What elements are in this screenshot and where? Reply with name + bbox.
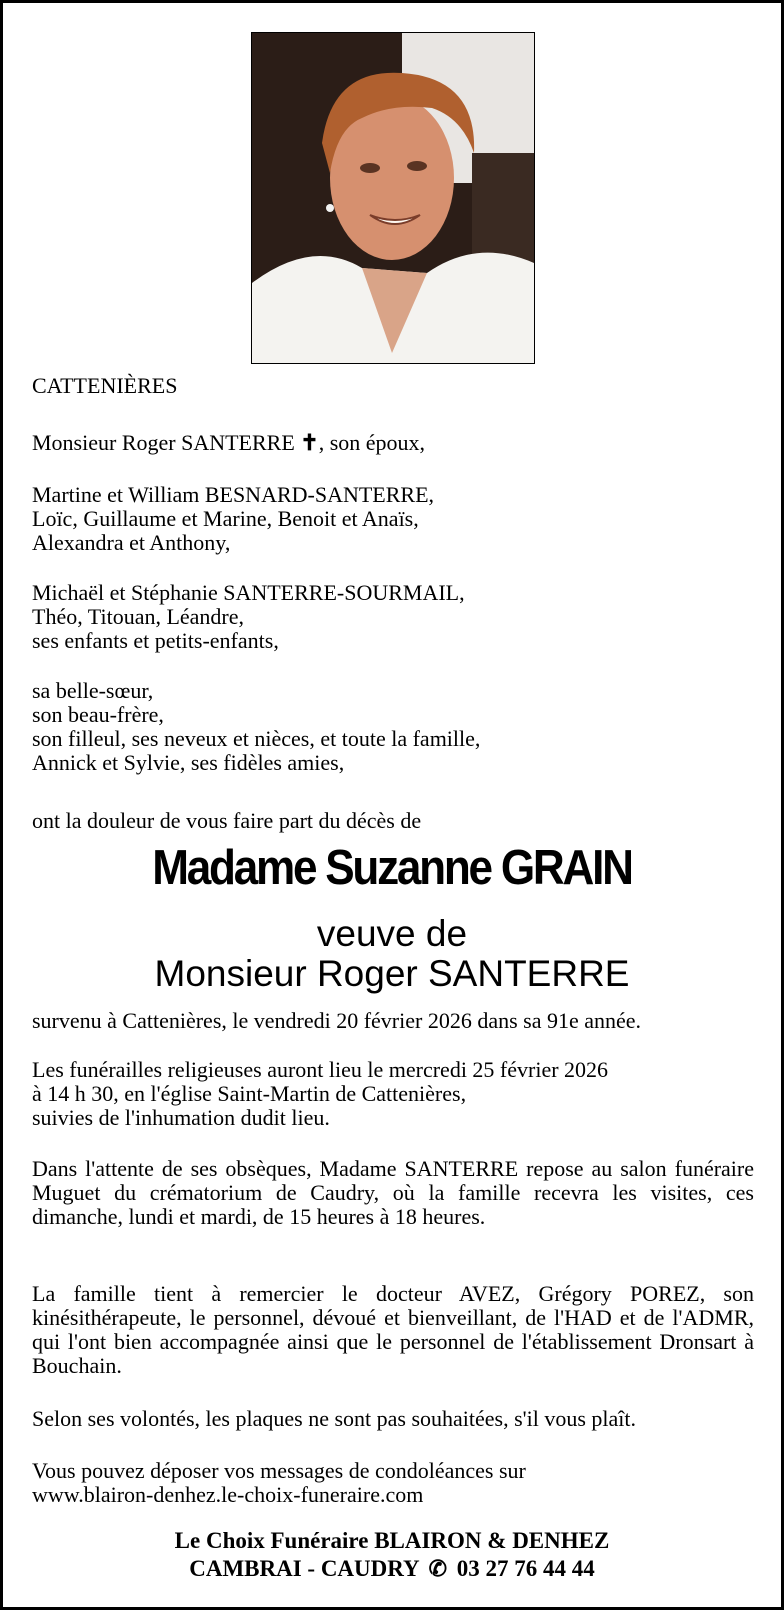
portrait-photo (251, 32, 535, 364)
family-line: Michaël et Stéphanie SANTERRE-SOURMAIL, (32, 580, 465, 605)
deceased-name: Madame Suzanne GRAIN (152, 841, 632, 895)
cross-icon: ✝ (300, 430, 319, 455)
relative-line: son beau-frère, (32, 702, 164, 727)
announcement-text: ont la douleur de vous faire part du décès de (32, 808, 422, 833)
funeral-home-footer (3, 1527, 781, 1583)
wishes-paragraph (32, 1407, 754, 1431)
thanks-paragraph (32, 1282, 754, 1378)
town-heading (32, 374, 754, 398)
funeral-home-name: Le Choix Funéraire BLAIRON & DENHEZ (174, 1528, 610, 1553)
family-line: ses enfants et petits-enfants, (32, 628, 279, 653)
death-details (32, 1009, 754, 1033)
relative-line: Annick et Sylvie, ses fidèles amies, (32, 750, 345, 775)
widow-of-label: veuve de (316, 913, 468, 954)
portrait-image (252, 33, 534, 363)
funeral-line: à 14 h 30, en l'église Saint-Martin de Cattenières, (32, 1081, 467, 1106)
late-husband-name: Monsieur Roger SANTERRE (154, 953, 630, 994)
family-group-1 (32, 483, 754, 555)
funeral-home-cities: CAMBRAI - CAUDRY (189, 1556, 419, 1581)
family-line: Loïc, Guillaume et Marine, Benoit et Anaïs, (32, 506, 419, 531)
wishes-text: Selon ses volontés, les plaques ne sont pas souhaitées, s'il vous plaît. (32, 1406, 637, 1431)
spouse-relation: , son époux, (318, 430, 426, 455)
funeral-line: suivies de l'inhumation dudit lieu. (32, 1105, 330, 1130)
death-line: survenu à Cattenières, le vendredi 20 février 2026 dans sa 91e année. (32, 1008, 642, 1033)
announcement (32, 809, 754, 833)
spouse-line (32, 431, 754, 455)
relative-line: sa belle-sœur, (32, 678, 154, 703)
funeral-details (32, 1058, 754, 1130)
funeral-line: Les funérailles religieuses auront lieu le mercredi 25 février 2026 (32, 1057, 609, 1082)
phone-icon: ✆ (428, 1556, 448, 1581)
family-line: Alexandra et Anthony, (32, 530, 231, 555)
condolences-paragraph (32, 1459, 754, 1507)
condolences-text: Vous pouvez déposer vos messages de condoléances sur (32, 1458, 526, 1483)
wake-text: Dans l'attente de ses obsèques, Madame SANTERRE repose au salon funéraire Muguet du crématorium de Caudry, où la famille recevra les visites, ces dimanche, lundi et mardi, de 15 heures à 18 heures. (32, 1156, 754, 1229)
funeral-home-phone: 03 27 76 44 44 (456, 1556, 595, 1581)
condolences-website: www.blairon-denhez.le-choix-funeraire.com (32, 1482, 424, 1507)
family-line: Théo, Titouan, Léandre, (32, 604, 245, 629)
wake-paragraph (32, 1157, 754, 1229)
thanks-text: La famille tient à remercier le docteur AVEZ, Grégory POREZ, son kinésithérapeute, le personnel, dévoué et bienveillant, de l'HAD et de l'ADMR, qui l'ont bien accompagnée ainsi que le personnel de l'établissement Dronsart à Bouchain. (32, 1281, 754, 1378)
spouse-name: Monsieur Roger SANTERRE (32, 430, 295, 455)
other-relatives (32, 679, 754, 775)
town-name: CATTENIÈRES (32, 373, 178, 398)
family-line: Martine et William BESNARD-SANTERRE, (32, 482, 435, 507)
family-group-2 (32, 581, 754, 653)
relative-line: son filleul, ses neveux et nièces, et toute la famille, (32, 726, 481, 751)
